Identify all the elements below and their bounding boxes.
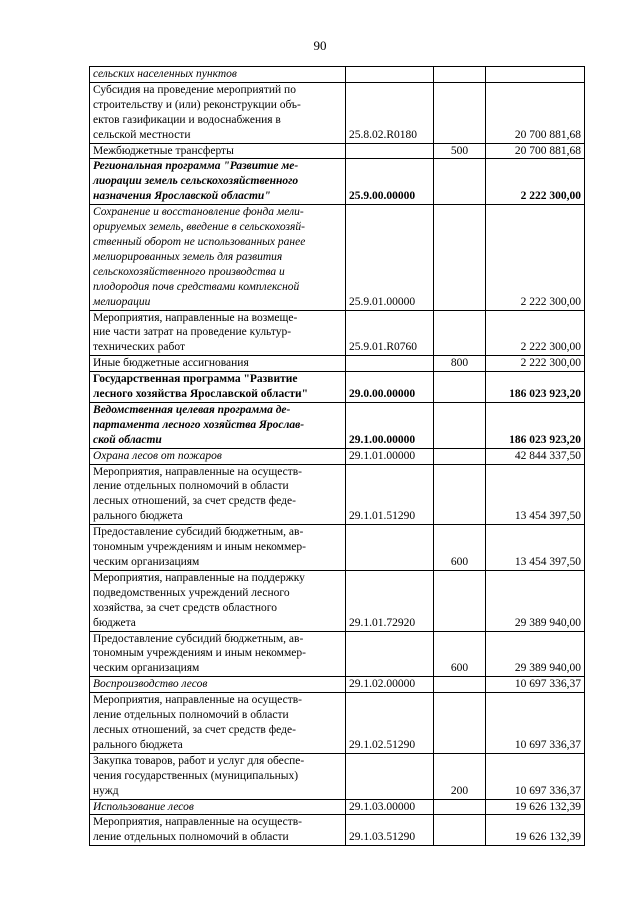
target-code-cell: 29.1.03.00000 [346, 799, 434, 815]
amount-cell: 186 023 923,20 [486, 372, 585, 403]
target-code-cell: 29.1.02.51290 [346, 693, 434, 754]
row-name-line: плодородия почв средствами комплексной [93, 280, 300, 293]
amount-cell: 2 222 300,00 [486, 356, 585, 372]
expense-type-cell [434, 402, 486, 448]
target-code-cell: 29.1.02.00000 [346, 677, 434, 693]
expense-type-cell: 600 [434, 525, 486, 571]
expense-type-cell: 600 [434, 631, 486, 677]
row-name-line: строительству и (или) реконструкции объ- [93, 98, 301, 111]
row-name-cell [90, 753, 346, 799]
amount-cell: 10 697 336,37 [486, 677, 585, 693]
table-row [90, 799, 585, 815]
row-name-line: Мероприятия, направленные на осуществ- [93, 465, 303, 478]
amount-cell: 10 697 336,37 [486, 693, 585, 754]
amount-cell: 29 389 940,00 [486, 570, 585, 631]
amount-cell: 29 389 940,00 [486, 631, 585, 677]
target-code-cell [346, 143, 434, 159]
expense-type-cell: 500 [434, 143, 486, 159]
row-name-line: Иные бюджетные ассигнования [93, 357, 249, 370]
row-name-line: ление отдельных полномочий в области [93, 709, 289, 722]
target-code-cell [346, 753, 434, 799]
row-name-line: подведомственных учреждений лесного [93, 586, 290, 599]
row-name-line: бюджета [93, 616, 136, 629]
amount-cell: 13 454 397,50 [486, 525, 585, 571]
table-row [90, 815, 585, 846]
expense-type-cell [434, 677, 486, 693]
row-name-line: лесных отношений, за счет средств феде- [93, 495, 296, 508]
row-name-line: сельской местности [93, 128, 191, 141]
amount-cell: 19 626 132,39 [486, 815, 585, 846]
expense-type-cell [434, 799, 486, 815]
row-name-line: ческим организациям [93, 662, 200, 675]
row-name-cell [90, 677, 346, 693]
row-name-line: тономным учреждениям и иным некоммер- [93, 647, 306, 660]
row-name-line: Государственная программа "Развитие [93, 373, 298, 386]
amount-cell: 2 222 300,00 [486, 310, 585, 356]
row-name-line: Региональная программа "Развитие ме- [93, 160, 299, 173]
target-code-cell: 29.0.00.00000 [346, 372, 434, 403]
budget-table [89, 66, 585, 846]
amount-cell: 13 454 397,50 [486, 464, 585, 525]
expense-type-cell: 200 [434, 753, 486, 799]
row-name-line: ние части затрат на проведение культур- [93, 326, 292, 339]
row-name-cell [90, 525, 346, 571]
row-name-cell [90, 82, 346, 143]
row-name-line: ственный оборот не использованных ранее [93, 235, 306, 248]
amount-cell: 2 222 300,00 [486, 205, 585, 310]
expense-type-cell [434, 372, 486, 403]
target-code-cell: 29.1.03.51290 [346, 815, 434, 846]
page-number: 90 [313, 38, 327, 53]
row-name-line: Использование лесов [93, 800, 194, 813]
row-name-line: Субсидия на проведение мероприятий по [93, 83, 296, 96]
row-name-cell [90, 372, 346, 403]
budget-table-body [90, 67, 585, 846]
target-code-cell: 25.8.02.R0180 [346, 82, 434, 143]
row-name-line: рального бюджета [93, 510, 183, 523]
target-code-cell: 25.9.00.00000 [346, 159, 434, 205]
expense-type-cell: 800 [434, 356, 486, 372]
row-name-cell [90, 310, 346, 356]
expense-type-cell [434, 205, 486, 310]
target-code-cell [346, 67, 434, 83]
row-name-line: Ведомственная целевая программа де- [93, 403, 291, 416]
amount-cell [486, 67, 585, 83]
amount-cell: 42 844 337,50 [486, 448, 585, 464]
row-name-line: Мероприятия, направленные на осуществ- [93, 816, 303, 829]
amount-cell: 19 626 132,39 [486, 799, 585, 815]
table-row [90, 67, 585, 83]
row-name-line: ской области [93, 433, 162, 446]
row-name-cell [90, 799, 346, 815]
amount-cell: 20 700 881,68 [486, 143, 585, 159]
expense-type-cell [434, 82, 486, 143]
table-row [90, 143, 585, 159]
row-name-line: лиорации земель сельскохозяйственного [93, 175, 299, 188]
row-name-line: ческим организациям [93, 556, 200, 568]
row-name-line: сельских населенных пунктов [93, 68, 237, 80]
row-name-cell [90, 143, 346, 159]
row-name-cell [90, 464, 346, 525]
row-name-cell [90, 205, 346, 310]
row-name-line: ление отдельных полномочий в области [93, 480, 289, 493]
row-name-line: Предоставление субсидий бюджетным, ав- [93, 526, 304, 539]
expense-type-cell [434, 67, 486, 83]
target-code-cell [346, 631, 434, 677]
row-name-line: Межбюджетные трансферты [93, 144, 234, 157]
row-name-line: Мероприятия, направленные на поддержку [93, 571, 305, 584]
target-code-cell: 25.9.01.R0760 [346, 310, 434, 356]
table-row [90, 570, 585, 631]
table-row [90, 525, 585, 571]
row-name-line: ление отдельных полномочий в области [93, 831, 289, 844]
row-name-line: технических работ [93, 341, 186, 354]
row-name-cell [90, 631, 346, 677]
row-name-cell [90, 356, 346, 372]
table-row [90, 464, 585, 525]
row-name-cell [90, 67, 346, 83]
row-name-cell [90, 402, 346, 448]
expense-type-cell [434, 464, 486, 525]
row-name-line: Охрана лесов от пожаров [93, 449, 222, 462]
row-name-cell [90, 570, 346, 631]
row-name-cell [90, 815, 346, 846]
row-name-line: хозяйства, за счет средств областного [93, 601, 277, 614]
row-name-line: партамента лесного хозяйства Ярослав- [93, 418, 305, 431]
amount-cell: 20 700 881,68 [486, 82, 585, 143]
expense-type-cell [434, 815, 486, 846]
table-row [90, 402, 585, 448]
target-code-cell: 29.1.00.00000 [346, 402, 434, 448]
target-code-cell: 29.1.01.51290 [346, 464, 434, 525]
row-name-line: лесного хозяйства Ярославской области" [93, 388, 308, 401]
row-name-line: Сохранение и восстановление фонда мели- [93, 206, 304, 219]
target-code-cell [346, 356, 434, 372]
expense-type-cell [434, 693, 486, 754]
row-name-line: Воспроизводство лесов [93, 678, 208, 691]
table-row [90, 310, 585, 356]
row-name-line: Мероприятия, направленные на возмеще- [93, 311, 298, 324]
target-code-cell [346, 525, 434, 571]
table-row [90, 356, 585, 372]
table-row [90, 372, 585, 403]
table-row [90, 82, 585, 143]
row-name-line: Мероприятия, направленные на осуществ- [93, 694, 303, 707]
row-name-line: орируемых земель, введение в сельскохозяй- [93, 221, 305, 234]
expense-type-cell [434, 570, 486, 631]
row-name-line: лесных отношений, за счет средств феде- [93, 723, 296, 736]
row-name-line: мелиорации [93, 295, 151, 308]
row-name-line: Предоставление субсидий бюджетным, ав- [93, 632, 304, 645]
row-name-line: назначения Ярославской области" [93, 190, 271, 203]
target-code-cell: 29.1.01.72920 [346, 570, 434, 631]
table-row [90, 693, 585, 754]
table-row [90, 677, 585, 693]
row-name-line: ектов газификации и водоснабжения в [93, 113, 281, 126]
table-row [90, 631, 585, 677]
row-name-line: сельскохозяйственного производства и [93, 265, 285, 278]
target-code-cell: 25.9.01.00000 [346, 205, 434, 310]
row-name-line: Закупка товаров, работ и услуг для обеспе- [93, 754, 305, 767]
row-name-cell [90, 693, 346, 754]
expense-type-cell [434, 159, 486, 205]
table-row [90, 448, 585, 464]
amount-cell: 186 023 923,20 [486, 402, 585, 448]
row-name-line: тономным учреждениям и иным некоммер- [93, 541, 306, 554]
row-name-line: нужд [93, 784, 119, 797]
expense-type-cell [434, 310, 486, 356]
row-name-line: мелиорированных земель для развития [93, 250, 283, 263]
amount-cell: 10 697 336,37 [486, 753, 585, 799]
row-name-line: чения государственных (муниципальных) [93, 769, 299, 782]
target-code-cell: 29.1.01.00000 [346, 448, 434, 464]
amount-cell: 2 222 300,00 [486, 159, 585, 205]
row-name-line: рального бюджета [93, 738, 183, 751]
table-row [90, 753, 585, 799]
row-name-cell [90, 159, 346, 205]
table-row [90, 159, 585, 205]
row-name-cell [90, 448, 346, 464]
table-row [90, 205, 585, 310]
expense-type-cell [434, 448, 486, 464]
